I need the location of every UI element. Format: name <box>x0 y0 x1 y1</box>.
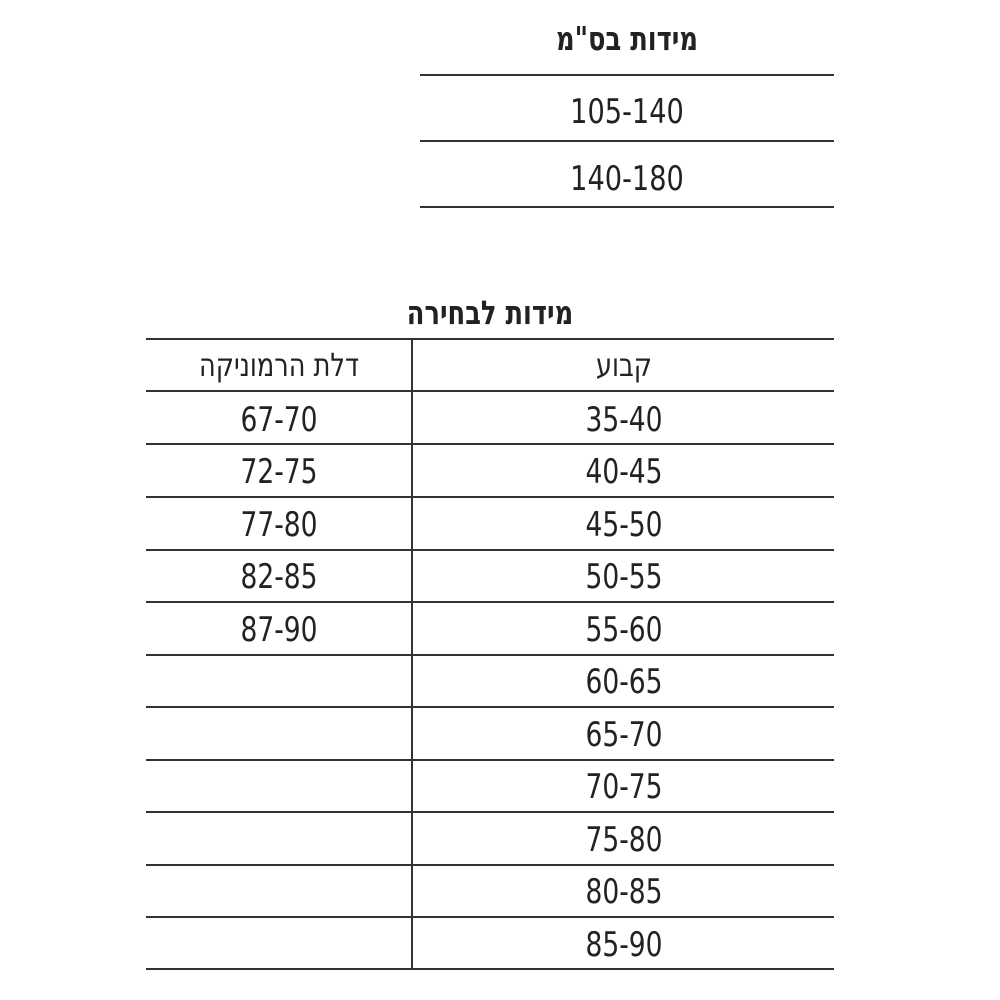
table1-cell: 105-140 <box>570 92 684 132</box>
table-cell-fixed: 40-45 <box>585 452 663 492</box>
table-cell-fixed: 50-55 <box>585 557 663 597</box>
table-cell-harmonica-door: 72-75 <box>240 452 318 492</box>
table-cell-harmonica-door: 87-90 <box>240 610 318 650</box>
table2-title: מידות לבחירה <box>406 293 574 332</box>
table2-rule <box>146 759 834 761</box>
table1-cell: 140-180 <box>570 159 684 199</box>
table-cell-fixed: 80-85 <box>585 872 663 912</box>
table-cell-fixed: 75-80 <box>585 820 663 860</box>
table2-rule <box>146 706 834 708</box>
table-cell-fixed: 65-70 <box>585 715 663 755</box>
table2-rule-top <box>146 338 834 340</box>
table-cell-fixed: 70-75 <box>585 767 663 807</box>
table2-rule <box>146 864 834 866</box>
table2-rule <box>146 916 834 918</box>
table-cell-fixed: 55-60 <box>585 610 663 650</box>
table2-rule <box>146 811 834 813</box>
column-header-harmonica-door: דלת הרמוניקה <box>199 346 359 384</box>
column-header-fixed: קבוע <box>596 346 652 384</box>
table2-rule <box>146 496 834 498</box>
table2-rule <box>146 601 834 603</box>
table1-rule-bottom <box>420 206 834 208</box>
table-cell-fixed: 60-65 <box>585 662 663 702</box>
table-cell-harmonica-door: 67-70 <box>240 400 318 440</box>
table-cell-fixed: 85-90 <box>585 925 663 965</box>
table2-rule-bottom <box>146 968 834 970</box>
table-cell-fixed: 45-50 <box>585 505 663 545</box>
table1-rule <box>420 140 834 142</box>
table2-rule <box>146 654 834 656</box>
table-cell-fixed: 35-40 <box>585 400 663 440</box>
table-cell-harmonica-door: 82-85 <box>240 557 318 597</box>
table2-rule <box>146 443 834 445</box>
table-cell-harmonica-door: 77-80 <box>240 505 318 545</box>
table2-column-divider <box>411 338 413 968</box>
table2-rule <box>146 549 834 551</box>
table2-rule <box>146 390 834 392</box>
table1-rule-top <box>420 74 834 76</box>
table1-title: מידות בס"מ <box>556 19 698 58</box>
